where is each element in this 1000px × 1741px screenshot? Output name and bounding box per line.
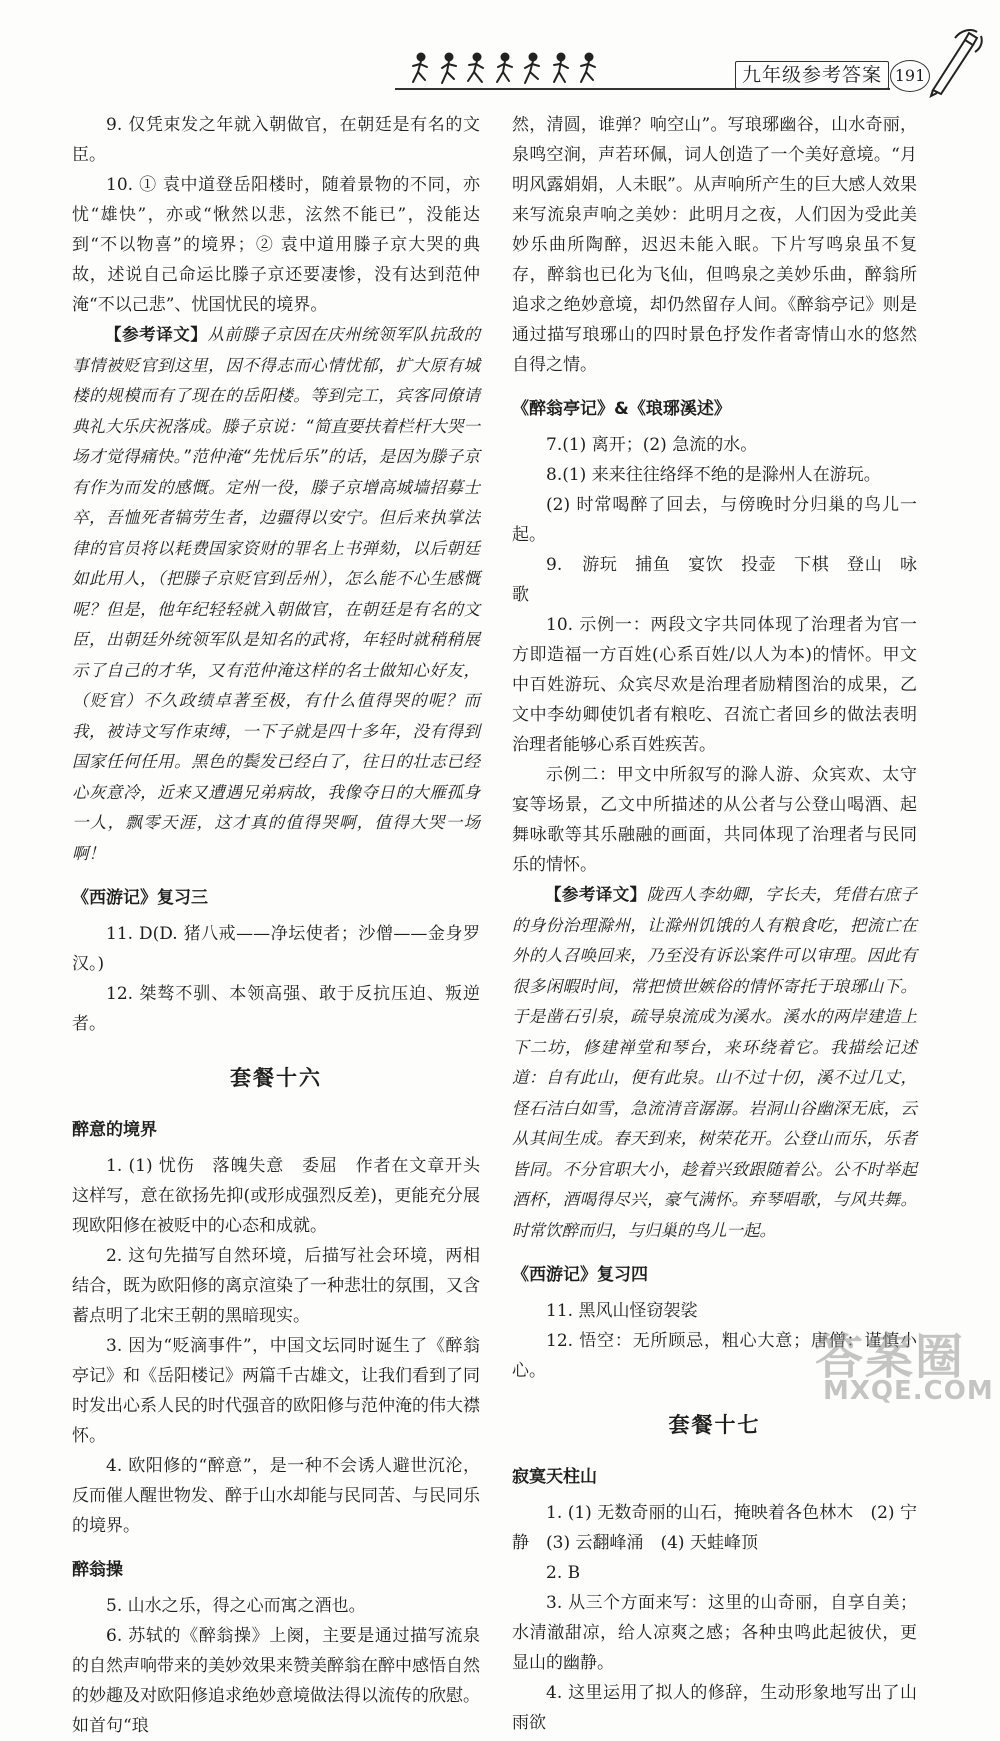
section-heading-xiyouji-4: 《西游记》复习四 <box>512 1265 648 1285</box>
reference-translation <box>72 320 480 869</box>
chapter-heading-16: 套餐十六 <box>230 1066 322 1090</box>
answer-10: 10. ① 袁中道登岳阳楼时，随着景物的不同，亦忧“雄快”，亦或“愀然以悲，泫然不能已”，没能达到“不以物喜”的境界；② 袁中道用滕子京大哭的典故，述说自己命运比滕子京还要凄惨，没有达到范仲淹“不以己悲”、忧国忧民的境界。 <box>72 175 480 315</box>
answer-4: 4. 这里运用了拟人的修辞，生动形象地写出了山雨欲 <box>512 1683 917 1733</box>
answer-2: 2. B <box>546 1563 581 1583</box>
reference-translation <box>512 880 917 1246</box>
answer-9: 9. 仅凭束发之年就入朝做官，在朝廷是有名的文臣。 <box>72 115 480 165</box>
answer-6: 6. 苏轼的《醉翁操》上阕，主要是通过描写流泉的自然声响带来的美妙效果来赞美醉翁在醉中感悟自然的妙趣及对欧阳修追求绝妙意境做法得以流传的欣慰。如首句“琅 <box>72 1626 480 1736</box>
section-heading-zuiwengting: 《醉翁亭记》&《琅琊溪述》 <box>512 399 731 419</box>
answer-11: 11. 黑风山怪窃袈裟 <box>546 1301 698 1321</box>
header-title: 九年级参考答案 <box>735 61 889 89</box>
section-heading-xiyouji-3: 《西游记》复习三 <box>72 888 208 908</box>
answer-5: 5. 山水之乐，得之心而寓之酒也。 <box>106 1596 366 1616</box>
chapter-heading-17: 套餐十七 <box>668 1413 761 1437</box>
reference-text: 从前滕子京因在庆州统领军队抗敌的事情被贬官到这里，因不得志而心情忧郁，扩大原有城楼的规模而有了现在的岳阳楼。等到完工，宾客同僚请典礼大乐庆祝落成。滕子京说：“简直要扶着栏杆大哭一场才觉得痛快。”范仲淹“先忧后乐”的话，是因为滕子京有作为而发的感慨。定州一役，滕子京增高城墙招募士卒，吾恤死者犒劳生者，边疆得以安宁。但后来执掌法律的官员将以耗费国家资财的罪名上书弹劾，以后朝廷如此用人，（把滕子京贬官到岳州），怎么能不心生感慨呢？但是，他年纪轻轻就入朝做官，在朝廷是有名的文臣，出朝廷外统领军队是知名的武将，年轻时就稍稍展示了自己的才华，又有范仲淹这样的名士做知心好友，（贬官）不久政绩卓著至极，有什么值得哭的呢？而我，被诗文写作束缚，一下子就是四十多年，没有得到国家任何任用。黑色的鬓发已经白了，往日的壮志已经心灰意冷，近来又遭遇兄弟病故，我像夺日的大雁孤身一人，飘零天涯，这才真的值得哭啊，值得大哭一场啊！ <box>72 325 481 863</box>
watermark-url: MXQE.COM <box>823 1376 994 1406</box>
section-heading-zuiyi: 醉意的境界 <box>72 1120 157 1140</box>
watermark-main: 答案圈 <box>815 1329 966 1385</box>
left-column <box>72 110 480 1741</box>
answer-1: 1. (1) 忧伤 落魄失意 委屈 作者在文章开头这样写，意在欲扬先抑(或形成强烈反差)，更能充分展现欧阳修在被贬中的心态和成就。 <box>72 1156 480 1236</box>
answer-8-2: (2) 时常喝醉了回去，与傍晚时分归巢的鸟儿一起。 <box>512 495 917 545</box>
answer-6-continued: 然，清圆，谁弹？响空山”。写琅琊幽谷，山水奇丽，泉鸣空涧，声若环佩，词人创造了一个美好意境。“月明风露娟娟，人未眠”。从声响所产生的巨大感人效果来写流泉声响之美妙：此明月之夜，人们因为受此美妙乐曲所陶醉，迟迟未能入眠。下片写鸣泉虽不复存，醉翁也已化为飞仙，但鸣泉之美妙乐曲，醉翁所追求之绝妙意境，却仍然留存人间。《醉翁亭记》则是通过描写琅琊山的四时景色抒发作者寄情山水的悠然自得之情。 <box>512 115 917 375</box>
watermark-logo <box>815 1318 994 1408</box>
right-column <box>512 110 917 1738</box>
answer-3: 3. 从三个方面来写：这里的山奇丽，自享自美；水清澈甜凉，给人凉爽之感；各种虫鸣此起彼伏，更显山的幽静。 <box>512 1593 917 1673</box>
answer-9: 9. 游玩 捕鱼 宴饮 投壶 下棋 登山 咏歌 <box>512 555 917 605</box>
section-heading-tianzhushan: 寂寞天柱山 <box>512 1467 597 1487</box>
answer-1: 1. (1) 无数奇丽的山石，掩映着各色林木 (2) 宁静 (3) 云翻峰涌 (4) 天蛙峰顶 <box>512 1503 917 1553</box>
reference-tag: 【参考译文】 <box>105 325 208 344</box>
answer-11: 11. D(D. 猪八戒——净坛使者；沙僧——金身罗汉。) <box>72 924 480 974</box>
answer-12: 12. 桀骜不驯、本领高强、敢于反抗压迫、叛逆者。 <box>72 984 480 1034</box>
page-number: 191 <box>890 60 930 92</box>
running-figures-icon <box>405 52 610 86</box>
section-heading-zuiwengcao: 醉翁操 <box>72 1560 123 1580</box>
answer-3: 3. 因为“贬滴事件”，中国文坛同时诞生了《醉翁亭记》和《岳阳楼记》两篇千古雄文，让我们看到了同时发出心系人民的时代强音的欧阳修与范仲淹的伟大襟怀。 <box>72 1336 480 1446</box>
reference-text: 陇西人李幼卿，字长夫，凭借右庶子的身份治理滁州，让滁州饥饿的人有粮食吃，把流亡在外的人召唤回来，乃至没有诉讼案件可以审理。因此有很多闲暇时间，常把愤世嫉俗的情怀寄托于琅琊山下。于是凿石引泉，疏导泉流成为溪水。溪水的两岸建造上下二坊，修建禅堂和琴台，来环绕着它。我描绘记述道：自有此山，便有此泉。山不过十仞，溪不过几丈，怪石洁白如雪，急流清音潺潺。岩洞山谷幽深无底，云从其间生成。春天到来，树荣花开。公登山而乐，乐者皆同。不分官职大小，趁着兴致跟随着公。公不时举起酒杯，酒喝得尽兴，豪气满怀。弃琴唱歌，与风共舞。时常饮醉而归，与归巢的鸟儿一起。 <box>512 885 918 1240</box>
answer-7: 7.(1) 离开；(2) 急流的水。 <box>546 435 758 455</box>
reference-tag: 【参考译文】 <box>545 885 647 904</box>
answer-10-example-2: 示例二：甲文中所叙写的滁人游、众宾欢、太守宴等场景，乙文中所描述的从公者与公登山喝酒、起舞咏歌等其乐融融的画面，共同体现了治理者与民同乐的情怀。 <box>512 765 917 875</box>
answer-10-example-1: 10. 示例一：两段文字共同体现了治理者为官一方即造福一方百姓(心系百姓/以人为本)的情怀。甲文中百姓游玩、众宾尽欢是治理者励精图治的成果，乙文中李幼卿使饥者有粮吃、召流亡者回乡的做法表明治理者能够心系百姓疾苦。 <box>512 615 917 755</box>
answer-12: 12. 悟空：无所顾忌，粗心大意；唐僧：谨慎小心。 <box>512 1331 917 1381</box>
page-header <box>0 0 1000 110</box>
answer-8-1: 8.(1) 来来往往络绎不绝的是滁州人在游玩。 <box>546 465 881 485</box>
answer-2: 2. 这句先描写自然环境，后描写社会环境，两相结合，既为欧阳修的离京渲染了一种悲壮的氛围，又含蓄点明了北宋王朝的黑暗现实。 <box>72 1246 480 1326</box>
answer-4: 4. 欧阳修的“醉意”，是一种不会诱人避世沉沦，反而催人醒世物发、醉于山水却能与民同苦、与民同乐的境界。 <box>72 1456 480 1536</box>
pen-icon <box>925 28 985 98</box>
